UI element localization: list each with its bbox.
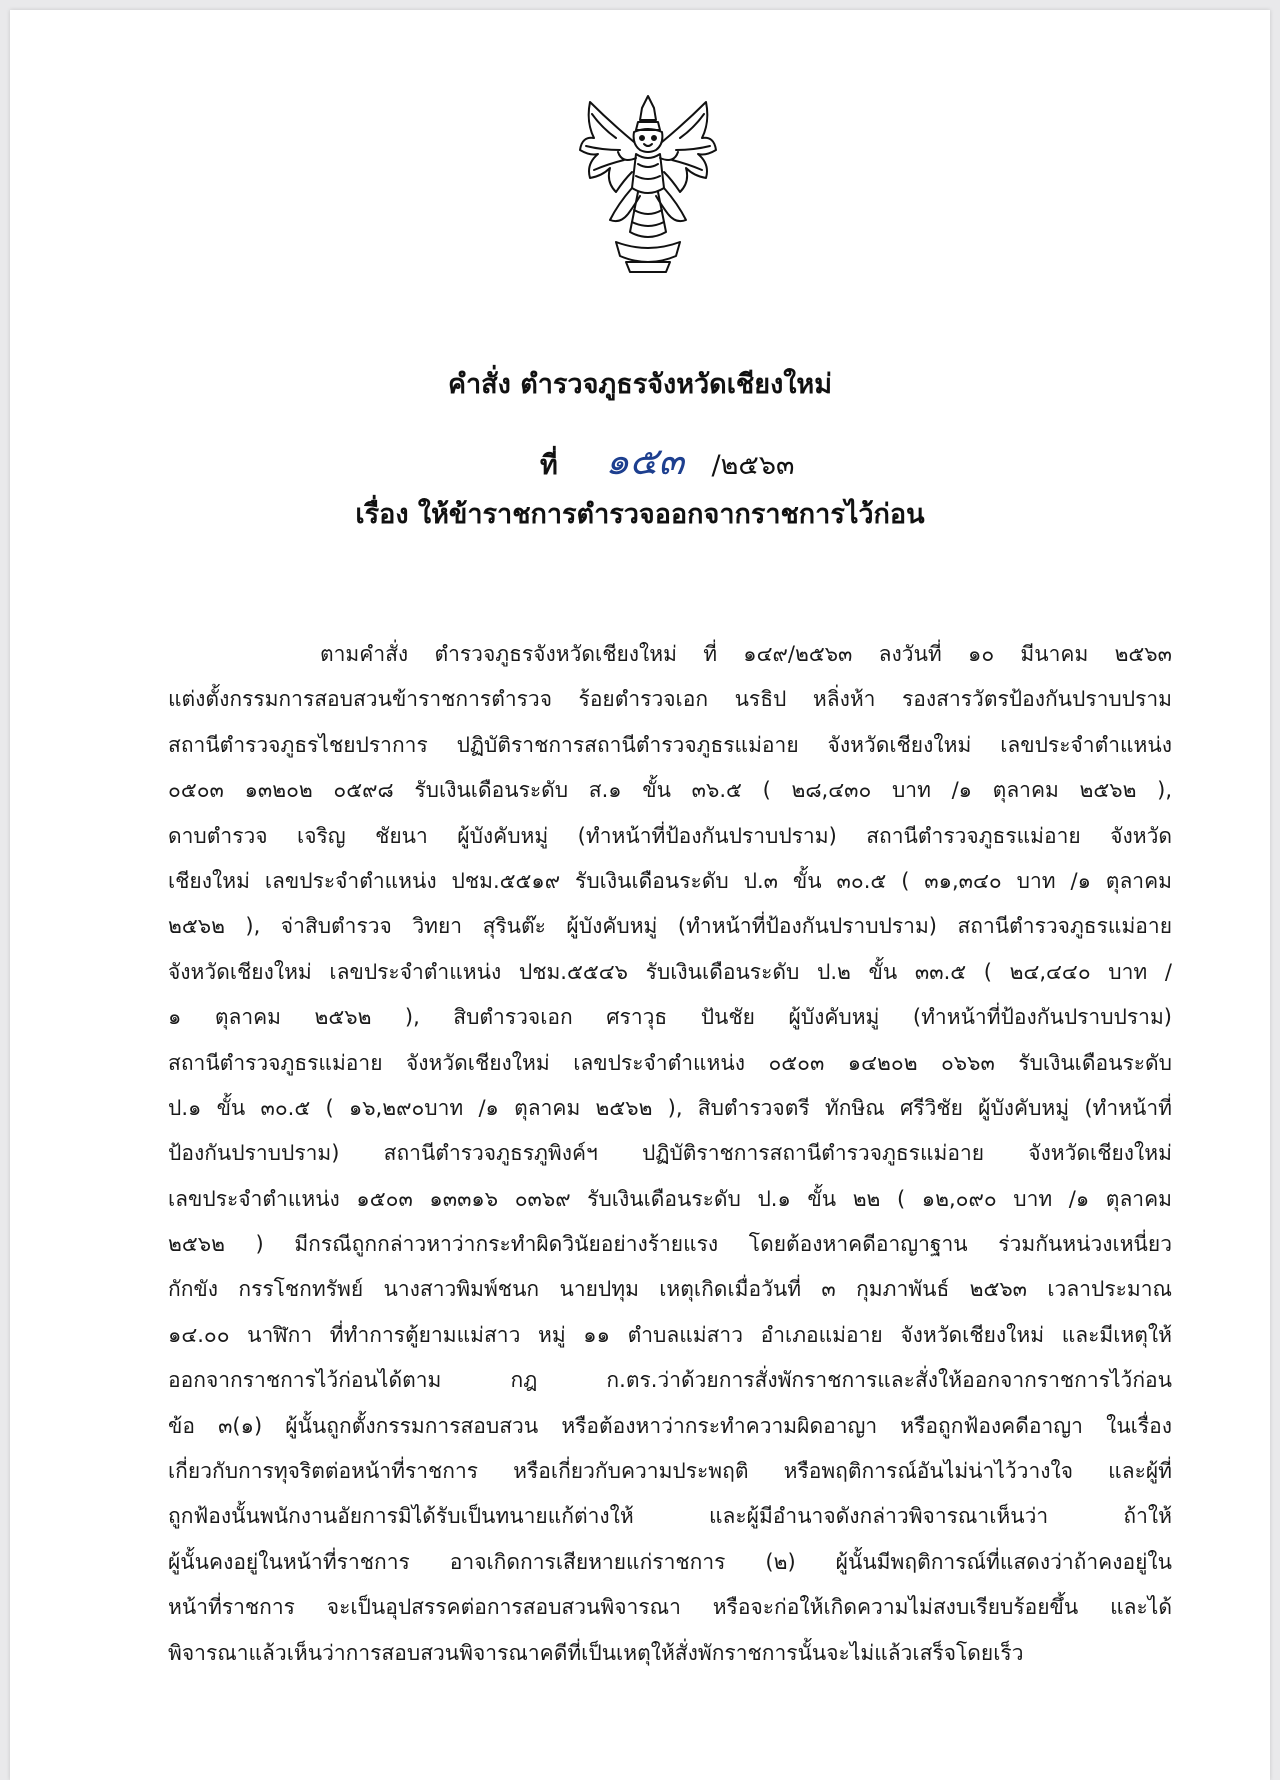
body-line: เกี่ยวกับการทุจริตต่อหน้าที่ราชการ หรือเกี่ยวกับความประพฤติ หรือพฤติการณ์อันไม่น่าไว้วางใจ และผู้ที่ [168, 1459, 1172, 1484]
body-line: กักขัง กรรโชกทรัพย์ นางสาวพิมพ์ชนก นายปทุม เหตุเกิดเมื่อวันที่ ๓ กุมภาพันธ์ ๒๕๖๓ เวลาประมาณ [168, 1277, 1172, 1302]
body-line: ๒๕๖๒ ), จ่าสิบตำรวจ วิทยา สุรินต๊ะ ผู้บังคับหมู่ (ทำหน้าที่ป้องกันปราบปราม) สถานีตำรวจภูธรแม่อาย [168, 914, 1172, 939]
document-subject: เรื่อง ให้ข้าราชการตำรวจออกจากราชการไว้ก่อน [355, 499, 925, 530]
garuda-emblem-icon [576, 92, 720, 276]
order-number-handwritten: ๑๕๓ [605, 439, 685, 483]
body-line: ออกจากราชการไว้ก่อนได้ตาม กฎ ก.ตร.ว่าด้วยการสั่งพักราชการและสั่งให้ออกจากราชการไว้ก่อน [168, 1368, 1172, 1393]
body-line: จังหวัดเชียงใหม่ เลขประจำตำแหน่ง ปชม.๕๕๔๖ รับเงินเดือนระดับ ป.๒ ขั้น ๓๓.๕ ( ๒๔,๔๔๐ บาท / [168, 959, 1172, 984]
document-title: คำสั่ง ตำรวจภูธรจังหวัดเชียงใหม่ [447, 369, 833, 400]
order-number-line [540, 430, 794, 491]
body-line: หน้าที่ราชการ จะเป็นอุปสรรคต่อการสอบสวนพิจารณา หรือจะก่อให้เกิดความไม่สงบเรียบร้อยขึ้น และได้ [168, 1595, 1172, 1620]
body-line: ถูกฟ้องนั้นพนักงานอัยการมิได้รับเป็นทนายแก้ต่างให้ และผู้มีอำนาจดังกล่าวพิจารณาเห็นว่า ถ้าให้ [168, 1504, 1172, 1529]
body-line: ตามคำสั่ง ตำรวจภูธรจังหวัดเชียงใหม่ ที่ ๑๔๙/๒๕๖๓ ลงวันที่ ๑๐ มีนาคม ๒๕๖๓ [320, 642, 1172, 666]
body-line: ๐๕๐๓ ๑๓๒๐๒ ๐๕๙๘ รับเงินเดือนระดับ ส.๑ ขั้น ๓๖.๕ ( ๒๘,๔๓๐ บาท /๑ ตุลาคม ๒๕๖๒ ), [168, 778, 1172, 803]
order-year: /๒๕๖๓ [711, 450, 795, 481]
body-line: ๑ ตุลาคม ๒๕๖๒ ), สิบตำรวจเอก ศราวุธ ปันชัย ผู้บังคับหมู่ (ทำหน้าที่ป้องกันปราบปราม) [168, 1005, 1172, 1030]
body-line: สถานีตำรวจภูธรไชยปราการ ปฏิบัติราชการสถานีตำรวจภูธรแม่อาย จังหวัดเชียงใหม่ เลขประจำตำแหน่ง [168, 732, 1172, 757]
body-line: แต่งตั้งกรรมการสอบสวนข้าราชการตำรวจ ร้อยตำรวจเอก นรธิป หลิ่งห้า รองสารวัตรป้องกันปราบปราม [168, 687, 1172, 712]
document-body [168, 632, 1172, 1676]
body-line: เลขประจำตำแหน่ง ๑๕๐๓ ๑๓๓๑๖ ๐๓๖๙ รับเงินเดือนระดับ ป.๑ ขั้น ๒๒ ( ๑๒,๐๙๐ บาท /๑ ตุลาคม [168, 1186, 1172, 1211]
order-number-label: ที่ [540, 450, 558, 481]
body-line: ๑๔.๐๐ นาฬิกา ที่ทำการตู้ยามแม่สาว หมู่ ๑๑ ตำบลแม่สาว อำเภอแม่อาย จังหวัดเชียงใหม่ และมีเหตุให้ [168, 1322, 1172, 1347]
body-line: ดาบตำรวจ เจริญ ชัยนา ผู้บังคับหมู่ (ทำหน้าที่ป้องกันปราบปราม) สถานีตำรวจภูธรแม่อาย จังหวัด [168, 823, 1172, 848]
body-line: ข้อ ๓(๑) ผู้นั้นถูกตั้งกรรมการสอบสวน หรือต้องหาว่ากระทำความผิดอาญา หรือถูกฟ้องคดีอาญา ในเรื่อง [168, 1413, 1172, 1438]
body-line: ๒๕๖๒ ) มีกรณีถูกกล่าวหาว่ากระทำผิดวินัยอย่างร้ายแรง โดยต้องหาคดีอาญาฐาน ร่วมกันหน่วงเหนี่ยว [168, 1232, 1172, 1257]
body-line: สถานีตำรวจภูธรแม่อาย จังหวัดเชียงใหม่ เลขประจำตำแหน่ง ๐๕๐๓ ๑๔๒๐๒ ๐๖๖๓ รับเงินเดือนระดับ [168, 1050, 1172, 1075]
document-page [10, 10, 1270, 1780]
body-line: เชียงใหม่ เลขประจำตำแหน่ง ปชม.๕๕๑๙ รับเงินเดือนระดับ ป.๓ ขั้น ๓๐.๕ ( ๓๑,๓๔๐ บาท /๑ ตุลาคม [168, 868, 1172, 893]
body-line: พิจารณาแล้วเห็นว่าการสอบสวนพิจารณาคดีที่เป็นเหตุให้สั่งพักราชการนั้นจะไม่แล้วเสร็จโดยเร็ว [168, 1640, 1024, 1665]
body-line: ผู้นั้นคงอยู่ในหน้าที่ราชการ อาจเกิดการเสียหายแก่ราชการ (๒) ผู้นั้นมีพฤติการณ์ที่แสดงว่าถ้าคงอยู่ใน [168, 1549, 1172, 1574]
body-line: ป.๑ ขั้น ๓๐.๕ ( ๑๖,๒๙๐บาท /๑ ตุลาคม ๒๕๖๒ ), สิบตำรวจตรี ทักษิณ ศรีวิชัย ผู้บังคับหมู่ (ทำหน้าที่ [168, 1095, 1172, 1120]
body-line: ป้องกันปราบปราม) สถานีตำรวจภูธรภูพิงค์ฯ ปฏิบัติราชการสถานีตำรวจภูธรแม่อาย จังหวัดเชียงใหม่ [168, 1141, 1172, 1166]
